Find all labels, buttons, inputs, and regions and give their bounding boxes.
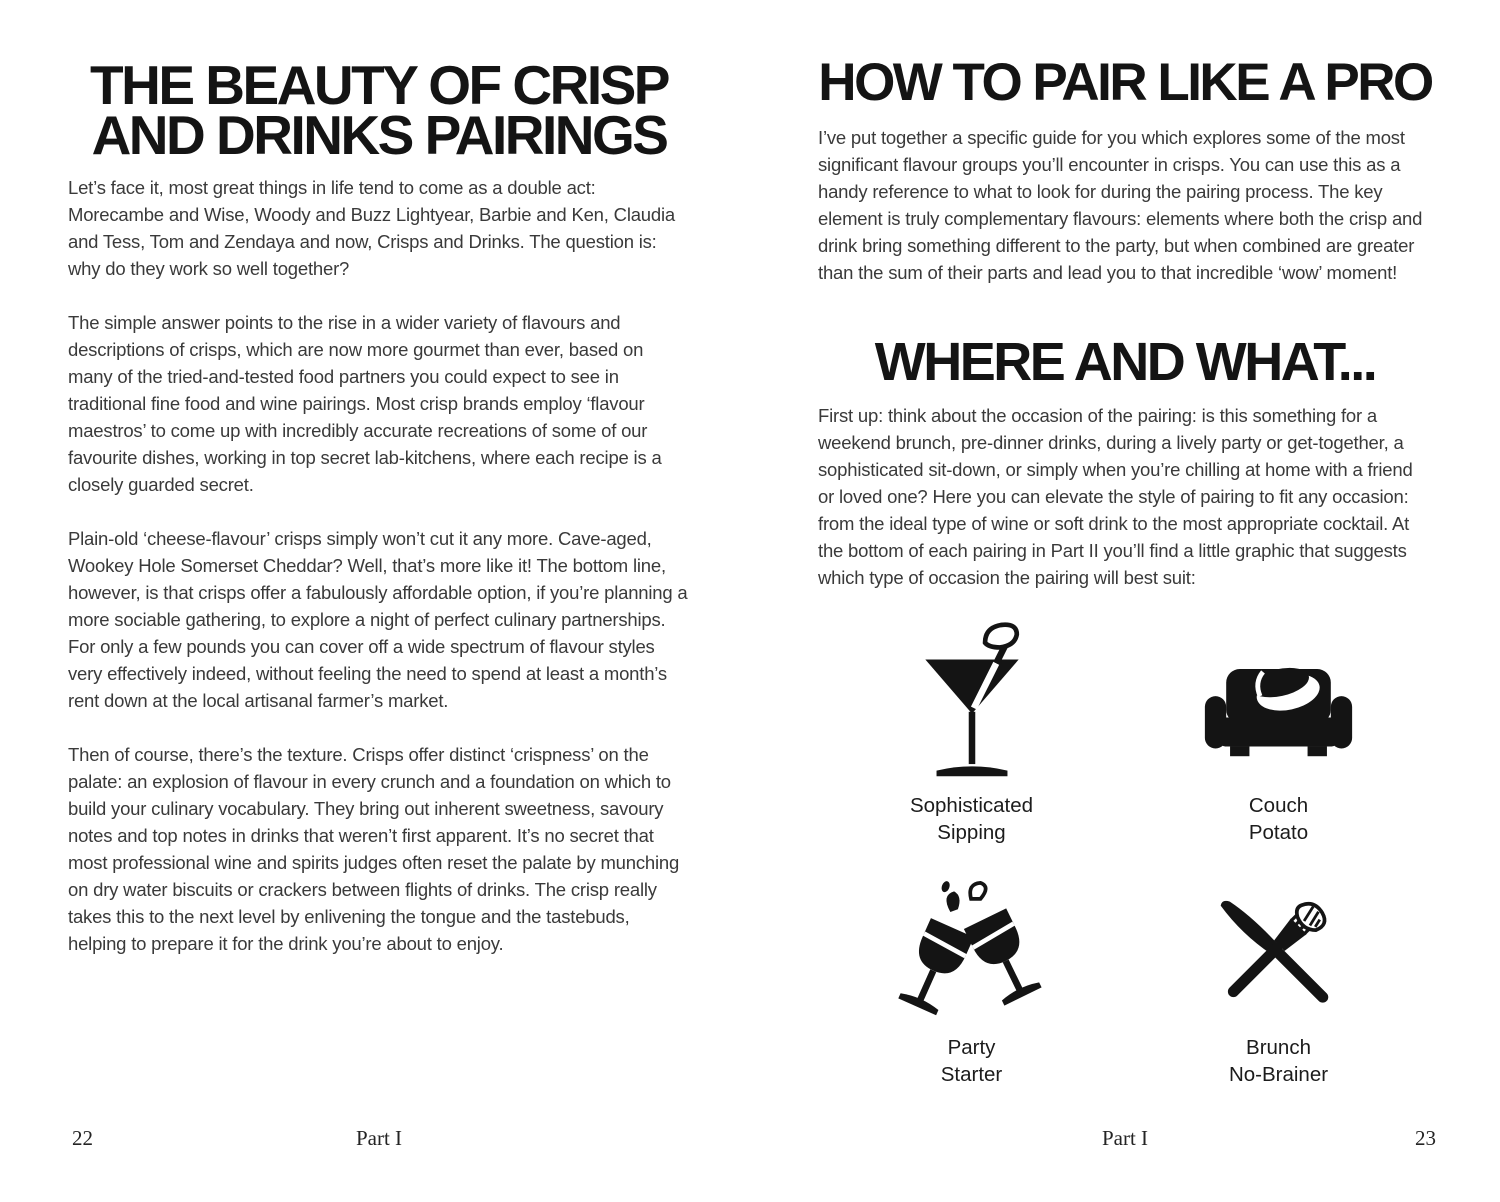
occasion-label: [1229, 1034, 1328, 1088]
knife-fork-icon: [1205, 883, 1353, 1022]
right-page-title: HOW TO PAIR LIKE A PRO: [818, 53, 1432, 112]
right-page-intro: [818, 124, 1432, 313]
section-heading: WHERE AND WHAT...: [874, 332, 1376, 392]
occasion-label-line1: Sophisticated: [909, 794, 1034, 817]
occasion-label-line1: Couch: [1248, 794, 1309, 817]
left-page-body: [68, 174, 690, 984]
occasion-couch-potato: [1125, 596, 1432, 846]
left-page-title-line1: THE BEAUTY OF CRISP: [90, 54, 668, 116]
occasion-label: [941, 1034, 1003, 1088]
left-footer-part-label: Part I: [355, 1126, 403, 1150]
couch-icon: [1201, 663, 1356, 770]
paragraph: The simple answer points to the rise in a wider variety of flavours and descriptions of crisps, which are now more gourmet than ever, based on many of the tried-and-tested food partners you could expect to see in traditional fine food and wine pairings. Most crisp brands employ ‘flavour maestros’ to come up with incredibly accurate recreations of some of our favourite dishes, working in top secret lab-kitchens, where each recipe is a closely guarded secret.: [68, 312, 662, 495]
left-page-title: [68, 54, 690, 166]
occasion-label-line2: Sipping: [937, 821, 1006, 844]
paragraph: I’ve put together a specific guide for you which explores some of the most significant flavour groups you’ll encounter in crisps. You can use this as a handy reference to what to look for during the pairing process. The key element is truly complementary flavours: elements where both the crisp and drink bring something different to the party, but when combined are greater than the sum of their parts and lead you to that incredible ‘wow’ moment!: [818, 127, 1423, 283]
occasion-label: [1249, 792, 1308, 846]
right-page-number: 23: [1415, 1126, 1436, 1150]
occasion-label-line2: Starter: [940, 1063, 1003, 1086]
left-page-title-line2: AND DRINKS PAIRINGS: [91, 104, 667, 166]
paragraph: Plain-old ‘cheese-flavour’ crisps simply won’t cut it any more. Cave-aged, Wookey Hole Somerset Cheddar? Well, that’s more like it! The bottom line, however, is that crisps offer a fabulously affordable option, if you’re planning a more sociable gathering, to explore a night of perfect culinary partnerships. For only a few pounds you can cover off a wide spectrum of flavour styles very effectively indeed, without feeling the need to spend at least a month’s rent down at the local artisanal farmer’s market.: [68, 528, 688, 711]
paragraph: First up: think about the occasion of the pairing: is this something for a weekend brunch, pre-dinner drinks, during a lively party or get-together, a sophisticated sit-down, or simply when you’re chilling at home with a friend or loved one? Here you can elevate the style of pairing to fit any occasion: from the ideal type of wine or soft drink to the most appropriate cocktail. At the bottom of each pairing in Part II you’ll find a little graphic that suggests which type of occasion the pairing will best suit:: [818, 405, 1413, 588]
occasion-label-line1: Party: [947, 1036, 996, 1059]
occasion-label-line2: Potato: [1248, 821, 1309, 844]
occasion-party-starter: [818, 846, 1125, 1088]
left-page-number: 22: [72, 1126, 93, 1150]
right-page-section-body: [818, 402, 1432, 618]
wine-glasses-icon: [892, 880, 1052, 1026]
martini-glass-icon: [916, 620, 1028, 784]
occasion-sophisticated-sipping: [818, 596, 1125, 846]
occasion-label-line1: Brunch: [1246, 1036, 1311, 1059]
occasion-grid: [818, 596, 1432, 1088]
paragraph: Let’s face it, most great things in life tend to come as a double act: Morecambe and Wise, Woody and Buzz Lightyear, Barbie and Ken, Claudia and Tess, Tom and Zendaya and now, Crisps and Drinks. The question is: why do they work so well together?: [68, 177, 675, 279]
right-footer-part-label: Part I: [1101, 1126, 1149, 1150]
occasion-brunch-no-brainer: [1125, 846, 1432, 1088]
occasion-label: [910, 792, 1033, 846]
occasion-label-line2: No-Brainer: [1228, 1063, 1329, 1086]
paragraph: Then of course, there’s the texture. Crisps offer distinct ‘crispness’ on the palate: an explosion of flavour in every crunch and a foundation on which to build your culinary vocabulary. They bring out inherent sweetness, savoury notes and top notes in drinks that weren’t first apparent. It’s no secret that most professional wine and spirits judges often reset the palate by munching on dry water biscuits or crackers between flights of drinks. The crisp really takes this to the next level by enlivening the tongue and the tastebuds, helping to prepare it for the drink you’re about to enjoy.: [68, 744, 680, 954]
